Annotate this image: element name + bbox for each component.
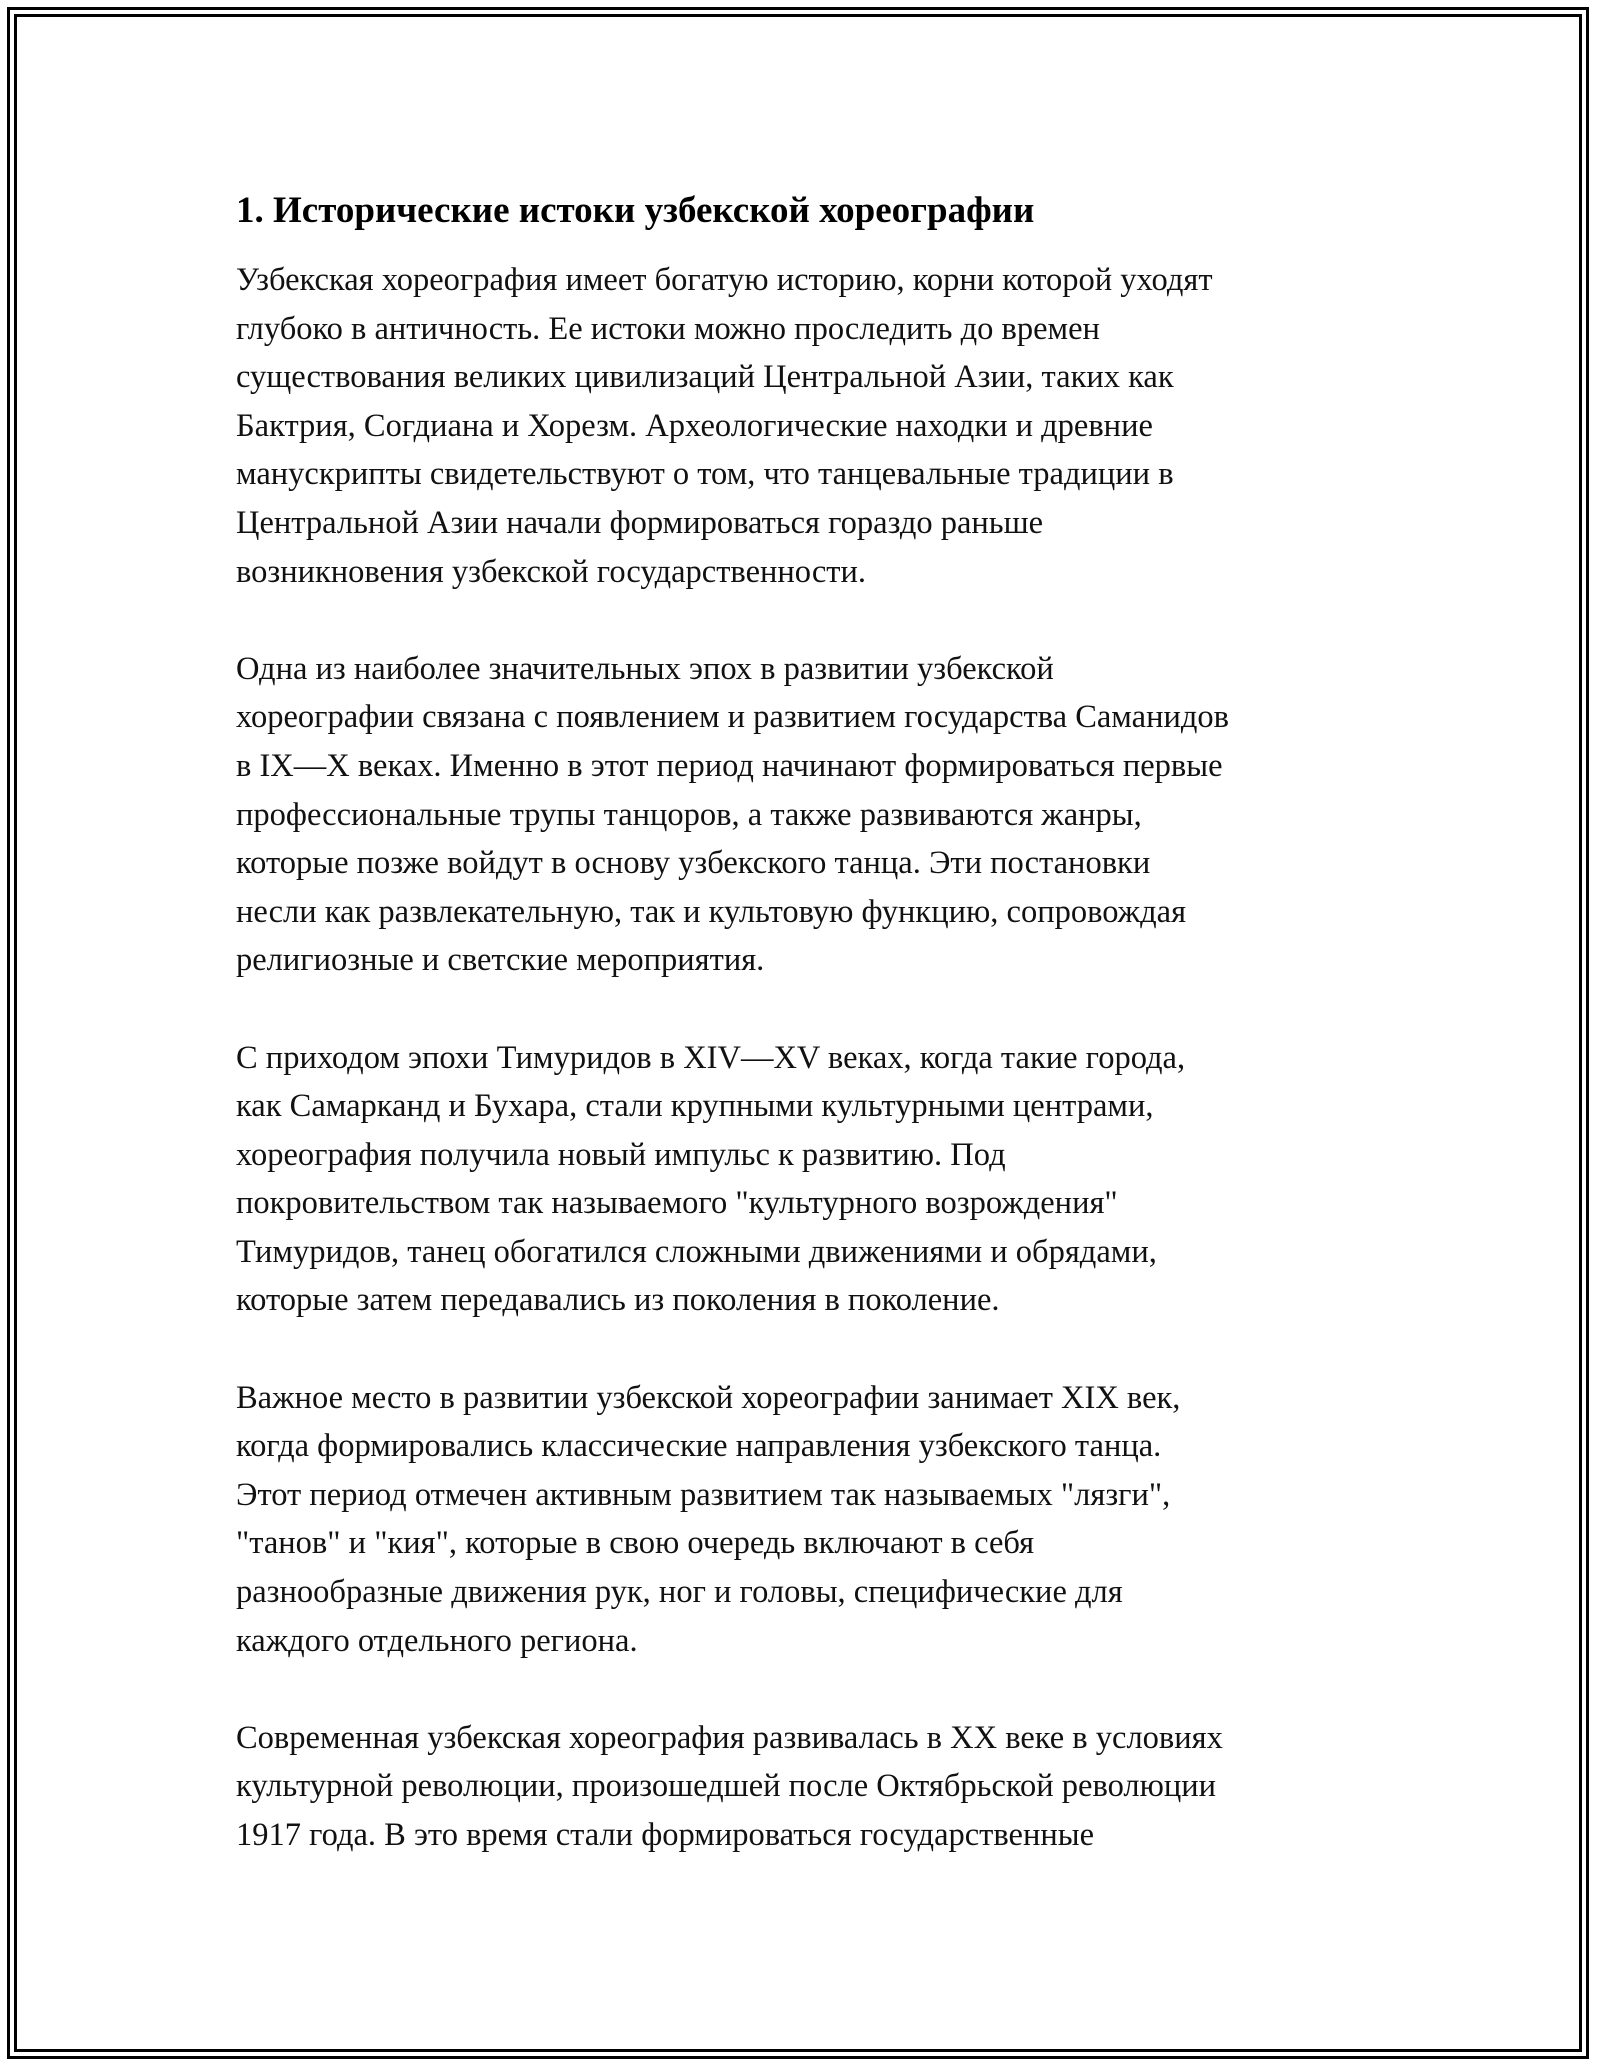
text-line: религиозные и светские мероприятия. [236,942,765,979]
text-line: культурной революции, произошедшей после Октябрьской революции [236,1768,1217,1805]
text-line: которые позже войдут в основу узбекского танца. Эти постановки [236,845,1151,882]
text-line: 1917 года. В это время стали формироваться государственные [236,1817,1094,1853]
text-line: Центральной Азии начали формироваться гораздо раньше [236,504,1044,541]
text-line: Тимуридов, танец обогатился сложными движениями и обрядами, [236,1233,1157,1270]
paragraph-ancient-origins [236,256,1376,596]
text-line: которые затем передавались из поколения в поколение. [236,1282,1000,1319]
text-line: Современная узбекская хореография развивалась в XX веке в условиях [236,1719,1223,1756]
text-line: несли как развлекательную, так и культовую функцию, сопровождая [236,893,1187,930]
text-line: существования великих цивилизаций Центральной Азии, таких как [236,359,1174,396]
text-line: манускрипты свидетельствуют о том, что танцевальные традиции в [236,456,1174,493]
text-line: в IX—X веках. Именно в этот период начинают формироваться первые [236,747,1223,784]
section-heading: 1. Исторические истоки узбекской хореографии [236,190,1035,231]
text-line: каждого отдельного региона. [236,1622,638,1659]
text-line: как Самарканд и Бухара, стали крупными культурными центрами, [236,1088,1154,1125]
text-line: разнообразные движения рук, ног и головы, специфические для [236,1574,1123,1611]
text-line: Бактрия, Согдиана и Хорезм. Археологические находки и древние [236,407,1153,444]
text-line: Узбекская хореография имеет богатую историю, корни которой уходят [236,262,1213,298]
text-line: глубоко в античность. Ее истоки можно проследить до времен [236,310,1100,347]
paragraph-20th-century [236,1714,1376,1860]
text-line: покровительством так называемого "культурного возрождения" [236,1185,1118,1222]
paragraph-timurid-era [236,1034,1376,1326]
text-line: Важное место в развитии узбекской хореографии занимает XIX век, [236,1379,1181,1416]
text-line: Этот период отмечен активным развитием так называемых "лязги", [236,1476,1171,1513]
text-line: Одна из наиболее значительных эпох в развитии узбекской [236,650,1054,687]
text-line: возникновения узбекской государственности. [236,553,866,590]
text-line: С приходом эпохи Тимуридов в XIV—XV веках, когда такие города, [236,1039,1186,1076]
text-line: когда формировались классические направления узбекского танца. [236,1428,1162,1465]
paragraph-samanid-era [236,645,1376,985]
document-body [236,186,1376,1860]
text-line: "танов" и "кия", которые в свою очередь включают в себя [236,1525,1035,1562]
text-line: хореографии связана с появлением и развитием государства Саманидов [236,699,1229,736]
paragraph-19th-century [236,1374,1376,1666]
text-line: профессиональные трупы танцоров, а также развиваются жанры, [236,796,1142,833]
text-line: хореография получила новый импульс к развитию. Под [236,1136,1006,1173]
